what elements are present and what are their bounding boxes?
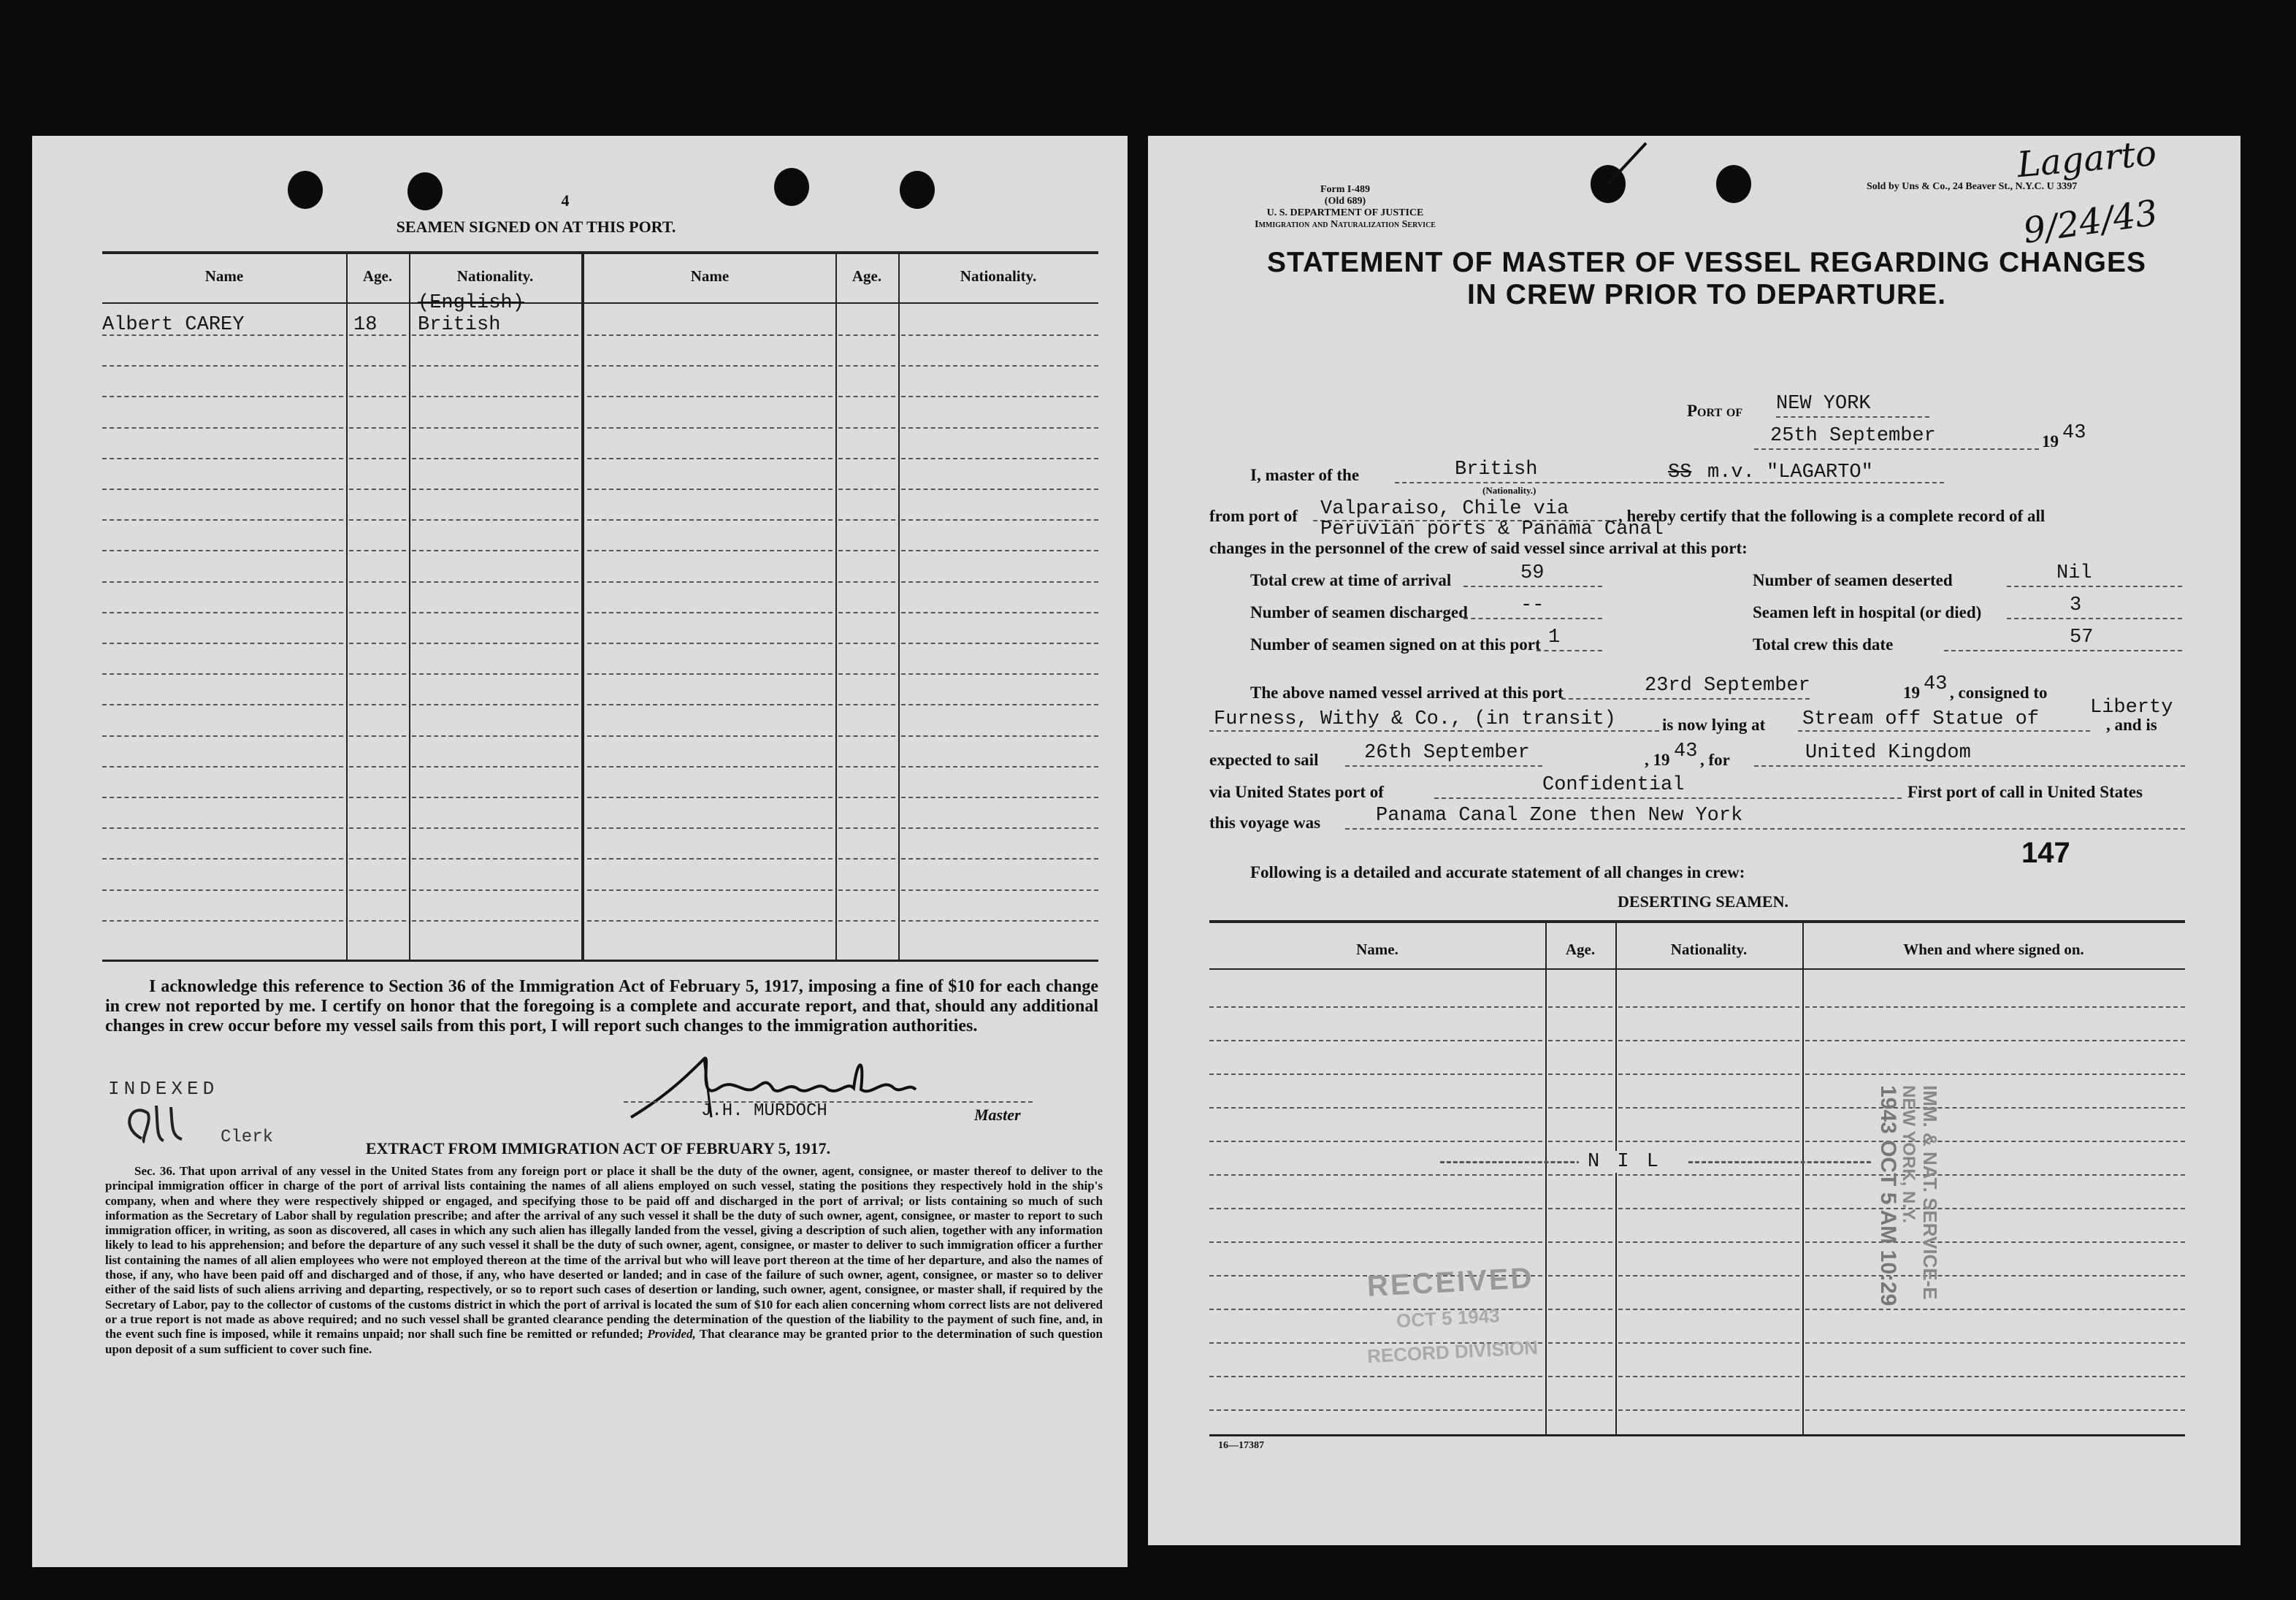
stat-total-arrival-value: 59 <box>1520 562 1545 584</box>
row-rule <box>838 519 895 521</box>
row-rule <box>838 427 895 429</box>
row-rule <box>349 334 406 336</box>
row-rule <box>901 489 1098 490</box>
row-rule <box>838 396 895 397</box>
row-rule <box>349 673 406 675</box>
row-rule <box>102 519 343 521</box>
stat-hospital-label: Seamen left in hospital (or died) <box>1753 603 1982 621</box>
row-rule <box>349 889 406 891</box>
lying-value: Stream off Statue of <box>1802 708 2040 730</box>
port-value: NEW YORK <box>1776 393 1871 415</box>
row-rule <box>901 519 1098 521</box>
row-rule <box>349 365 406 367</box>
seaman-age: 18 <box>353 314 378 336</box>
consigned-label: , consigned to <box>1950 684 2048 702</box>
form-title <box>1177 247 2236 311</box>
row-rule <box>838 673 895 675</box>
row-rule <box>838 581 895 583</box>
section-title: SEAMEN SIGNED ON AT THIS PORT. <box>396 218 676 236</box>
row-rule <box>412 797 578 798</box>
row-rule <box>1548 1107 1612 1109</box>
row-rule <box>1548 1006 1612 1008</box>
clerk-initials-signature <box>112 1098 237 1151</box>
stat-line <box>1944 650 2182 651</box>
row-rule <box>412 396 578 397</box>
stat-deserted-label: Number of seamen deserted <box>1753 571 1953 589</box>
row-rule <box>1548 1208 1612 1209</box>
master-label: Master <box>974 1106 1021 1124</box>
row-rule <box>1548 1376 1612 1377</box>
row-rule <box>587 581 833 583</box>
form-header <box>1206 184 1484 231</box>
deserting-header-rule <box>1209 968 2185 970</box>
stat-total-arrival-label: Total crew at time of arrival <box>1250 571 1452 589</box>
row-rule <box>901 889 1098 891</box>
expected-value: 26th September <box>1364 742 1530 764</box>
col-header-name: Name <box>690 267 730 285</box>
vessel-nationality: British <box>1455 459 1538 481</box>
row-rule <box>349 427 406 429</box>
row-rule <box>901 704 1098 705</box>
row-rule <box>1209 1376 1542 1377</box>
row-rule <box>587 735 833 737</box>
arrived-year-prefix: 19 <box>1903 684 1920 702</box>
destination-line <box>1754 765 2185 767</box>
row-rule <box>102 489 343 490</box>
row-rule <box>587 334 833 336</box>
punch-hole <box>407 172 443 210</box>
row-rule <box>412 334 578 336</box>
sold-by: Sold by Uns & Co., 24 Beaver St., N.Y.C. U 3397 <box>1867 181 2078 192</box>
row-rule <box>1548 1275 1612 1276</box>
row-rule <box>587 643 833 644</box>
row-rule <box>349 519 406 521</box>
arrived-line <box>1561 698 1810 700</box>
row-rule <box>102 920 343 922</box>
col-divider <box>346 251 348 960</box>
print-code: 16—17387 <box>1218 1440 1264 1451</box>
row-rule <box>102 889 343 891</box>
row-rule <box>1548 1040 1612 1041</box>
row-rule <box>1209 1107 1542 1109</box>
row-rule <box>838 797 895 798</box>
extract-title: EXTRACT FROM IMMIGRATION ACT OF FEBRUARY 5, 1917. <box>365 1139 831 1157</box>
row-rule <box>587 550 833 551</box>
row-rule <box>587 858 833 860</box>
indexed-stamp: INDEXED <box>108 1078 219 1100</box>
punch-hole <box>774 168 809 206</box>
row-rule <box>838 889 895 891</box>
row-rule <box>1805 1040 2185 1041</box>
stat-line <box>1463 618 1602 619</box>
master-typed-name: J.H. MURDOCH <box>701 1101 827 1121</box>
sec-end: That clearance may be granted prior to the determination of such question upon deposit of a sum sufficient to cover such fine. <box>105 1327 1103 1356</box>
col-divider <box>898 251 900 960</box>
row-rule <box>102 458 343 459</box>
destination-value: United Kingdom <box>1805 742 1971 764</box>
title-line-1: STATEMENT OF MASTER OF VESSEL REGARDING CHANGES <box>1266 247 2147 278</box>
row-rule <box>412 427 578 429</box>
row-rule <box>838 704 895 705</box>
row-rule <box>901 458 1098 459</box>
punch-hole <box>1716 165 1751 203</box>
row-rule <box>1805 1073 2185 1075</box>
punch-hole <box>900 171 935 209</box>
row-rule <box>587 797 833 798</box>
row-rule <box>102 673 343 675</box>
row-rule <box>587 519 833 521</box>
row-rule <box>587 489 833 490</box>
port-line <box>1776 416 1929 418</box>
ins-vertical-stamp <box>1754 1085 1941 1465</box>
row-rule <box>102 396 343 397</box>
arrived-value: 23rd September <box>1645 675 1810 697</box>
row-rule <box>412 766 578 768</box>
col-header-age: Age. <box>1565 941 1596 958</box>
received-stamp: RECEIVED <box>1366 1262 1535 1303</box>
col-header-when-where: When and where signed on. <box>1903 941 2084 958</box>
row-rule <box>838 550 895 551</box>
row-rule <box>412 458 578 459</box>
clerk-label: Clerk <box>221 1128 274 1147</box>
row-rule <box>412 519 578 521</box>
act-section-text <box>105 1164 1103 1357</box>
ins-stamp-line-2: IMM. & NAT. SERVICE-E <box>1919 1085 1941 1300</box>
row-rule <box>901 673 1098 675</box>
row-rule <box>901 427 1098 429</box>
row-rule <box>901 858 1098 860</box>
row-rule <box>901 797 1098 798</box>
row-rule <box>587 766 833 768</box>
stamp-number: 147 <box>2021 837 2070 869</box>
sec-provided: Provided, <box>647 1327 696 1341</box>
row-rule <box>838 489 895 490</box>
row-rule <box>901 550 1098 551</box>
row-rule <box>838 920 895 922</box>
row-rule <box>102 643 343 644</box>
row-rule <box>1548 1309 1612 1310</box>
for-label: , for <box>1700 751 1730 769</box>
row-rule <box>102 581 343 583</box>
row-rule <box>1209 1073 1542 1075</box>
handwritten-ship-name: Lagarto <box>2015 132 2159 186</box>
row-rule <box>587 365 833 367</box>
row-rule <box>1209 1174 1542 1176</box>
first-port-label: First port of call in United States <box>1907 783 2143 801</box>
received-division: RECORD DIVISION <box>1366 1336 1539 1368</box>
form-old-number: (Old 689) <box>1324 196 1366 207</box>
stat-deserted-value: Nil <box>2056 562 2092 584</box>
stat-total-date-label: Total crew this date <box>1753 635 1894 654</box>
from-port-line-2: Peruvian ports & Panama Canal <box>1320 518 1664 540</box>
row-rule <box>901 920 1098 922</box>
master-of-label: I, master of the <box>1250 466 1360 484</box>
row-rule <box>349 704 406 705</box>
following-label: Following is a detailed and accurate statement of all changes in crew: <box>1250 863 1745 881</box>
date-line <box>1754 448 2039 450</box>
row-rule <box>102 858 343 860</box>
consignee-line <box>1209 730 1659 732</box>
row-rule <box>838 612 895 613</box>
row-rule <box>349 858 406 860</box>
row-rule <box>412 673 578 675</box>
row-rule <box>838 334 895 336</box>
row-rule <box>901 766 1098 768</box>
stat-line <box>1463 586 1602 587</box>
certify-text: , hereby certify that the following is a complete record of all <box>1618 507 2046 525</box>
row-rule <box>349 612 406 613</box>
col-divider <box>409 251 410 960</box>
page-number: 4 <box>561 191 570 210</box>
row-rule <box>349 581 406 583</box>
via-value: Confidential <box>1542 774 1685 796</box>
department: U. S. DEPARTMENT OF JUSTICE <box>1266 207 1424 218</box>
row-rule <box>587 889 833 891</box>
received-date: OCT 5 1943 <box>1396 1304 1501 1332</box>
vessel-type-struck: SS <box>1668 462 1692 483</box>
row-rule <box>349 735 406 737</box>
row-rule <box>587 920 833 922</box>
row-rule <box>412 612 578 613</box>
col-header-nationality: Nationality. <box>960 267 1037 285</box>
stat-discharged-value: -- <box>1520 594 1545 616</box>
row-rule <box>901 827 1098 829</box>
handwritten-date: 9/24/43 <box>2021 192 2161 252</box>
row-rule <box>412 704 578 705</box>
vessel-name: m.v. "LAGARTO" <box>1707 462 1873 483</box>
row-rule <box>1548 1141 1612 1142</box>
via-line <box>1434 797 1902 799</box>
row-rule <box>587 612 833 613</box>
master-signature-line <box>624 1101 1033 1103</box>
row-rule <box>412 643 578 644</box>
check-mark <box>1601 140 1652 191</box>
stat-signed-on-value: 1 <box>1548 627 1561 648</box>
row-rule <box>102 704 343 705</box>
row-rule <box>1618 1006 1799 1008</box>
row-rule <box>587 396 833 397</box>
row-rule <box>412 858 578 860</box>
row-rule <box>349 920 406 922</box>
stat-hospital-value: 3 <box>2070 594 2082 616</box>
vessel-line <box>1659 482 1944 483</box>
row-rule <box>1618 1073 1799 1075</box>
row-rule <box>102 735 343 737</box>
row-rule <box>838 858 895 860</box>
col-header-name: Name <box>204 267 244 285</box>
expected-year-prefix: , 19 <box>1645 751 1670 769</box>
sec-text: That upon arrival of any vessel in the United States from any foreign port or place it shall be the duty of the owner, agent, consignee, or master thereof to deliver to the principal immigration officer in charge of the port of arrival lists containing the names of all aliens employed on such vessel, stating the positions they respectively hold in the ship's company, when and where they were respectively shipped or engaged, and specifying those to be paid off and discharged in the port of arrival; or lists containing so much of such information as the Secretary of Labor shall by regulation prescribe; and after the arrival of any such vessel it shall be the duty of such owner, agent, consignee, or master to report to such immigration officer, in writing, as soon as discovered, all cases in which any such alien has illegally landed from the vessel, giving a description of such alien, together with any information likely to lead to his apprehension; and before the departure of any such vessel it shall be the duty of such owner, agent, consignee, or master to deliver to such immigration officer a further list containing the names of all alien employees who were not employed thereon at the time of the arrival but who will leave port thereon at the time of her departure, and also the names of those, if any, who have been paid off and discharged and of those, if any, who have deserted or landed; and in case of the failure of such owner, agent, consignee, or master so to deliver either of the said lists of such aliens arriving and departing, respectively, or so to report such cases of desertion or landing, such owner, agent, consignee, or master shall, if required by the Secretary of Labor, pay to the collector of customs of the customs district in which the port of arrival is located the sum of $10 for each alien concerning whom correct lists are not delivered or a true report is not made as above required; and no such vessel shall be granted clearance pending the determination of the question of the liability to the payment of such fine, and, in the event such fine is imposed, while it remains unpaid; nor shall such fine be remitted or refunded; <box>105 1164 1103 1341</box>
arrived-year: 43 <box>1924 673 1948 695</box>
row-rule <box>838 458 895 459</box>
nationality-line <box>1395 482 1658 483</box>
row-rule <box>587 704 833 705</box>
row-rule <box>102 797 343 798</box>
row-rule <box>1548 1342 1612 1344</box>
right-page <box>1148 132 2240 1545</box>
nationality-caption: (Nationality.) <box>1482 485 1537 496</box>
row-rule <box>349 396 406 397</box>
stat-signed-on-label: Number of seamen signed on at this port <box>1250 635 1541 654</box>
row-rule <box>1209 1006 1542 1008</box>
row-rule <box>901 643 1098 644</box>
col-divider <box>1545 920 1547 1434</box>
date-value: 25th September <box>1770 425 1936 447</box>
row-rule <box>102 334 343 336</box>
row-rule <box>838 643 895 644</box>
lying-label: is now lying at <box>1662 716 1766 734</box>
row-rule <box>1209 1241 1542 1243</box>
via-label: via United States port of <box>1209 783 1384 801</box>
row-rule <box>1548 1174 1612 1176</box>
row-rule <box>102 612 343 613</box>
from-port-line-1: Valparaiso, Chile via <box>1320 498 1569 520</box>
stat-total-date-value: 57 <box>2070 627 2094 648</box>
seaman-nationality: British <box>418 314 501 336</box>
row-rule <box>412 365 578 367</box>
col-divider <box>835 251 837 960</box>
table-bottom-rule <box>102 960 1098 962</box>
seaman-name: Albert CAREY <box>102 314 245 336</box>
lying-value-continued: Liberty <box>2090 697 2173 719</box>
row-rule <box>412 581 578 583</box>
row-rule <box>1548 1073 1612 1075</box>
row-rule <box>412 735 578 737</box>
row-rule <box>412 827 578 829</box>
expected-label: expected to sail <box>1209 751 1319 769</box>
deserting-title: DESERTING SEAMEN. <box>1618 892 1788 911</box>
row-rule <box>349 827 406 829</box>
row-rule <box>1805 1006 2185 1008</box>
seaman-nationality-struck: (English) <box>418 292 524 314</box>
voyage-label: this voyage was <box>1209 814 1321 832</box>
col-header-nationality: Nationality. <box>456 267 534 285</box>
col-header-age: Age. <box>852 267 882 285</box>
expected-year: 43 <box>1674 740 1698 762</box>
row-rule <box>102 365 343 367</box>
acknowledgement-text: I acknowledge this reference to Section 36 of the Immigration Act of February 5, 1917, imposing a fine of $10 for each change in crew not reported by me. I certify on honor that the foregoing is a complete and accurate report, and that, should any additional changes in crew occur before my vessel sails from this port, I will report such changes to the immigration authorities. <box>105 977 1098 1036</box>
row-rule <box>901 612 1098 613</box>
row-rule <box>587 827 833 829</box>
stat-discharged-label: Number of seamen discharged <box>1250 603 1468 621</box>
left-page <box>32 136 1128 1567</box>
row-rule <box>901 396 1098 397</box>
title-line-2: IN CREW PRIOR TO DEPARTURE. <box>1466 279 1947 310</box>
table-header-rule <box>102 302 1098 304</box>
ins-stamp-line-3: NEW YORK, N.Y. <box>1899 1085 1918 1223</box>
row-rule <box>349 797 406 798</box>
punch-hole <box>288 171 323 209</box>
row-rule <box>838 365 895 367</box>
row-rule <box>587 673 833 675</box>
consignee-value: Furness, Withy & Co., (in transit) <box>1214 708 1616 730</box>
row-rule <box>1618 1040 1799 1041</box>
row-rule <box>1209 1040 1542 1041</box>
deserting-bottom-rule <box>1209 1434 2185 1436</box>
row-rule <box>838 766 895 768</box>
row-rule <box>901 365 1098 367</box>
col-header-age: Age. <box>362 267 393 285</box>
row-rule <box>901 735 1098 737</box>
year-prefix: 19 <box>2042 432 2059 451</box>
col-divider-center <box>581 251 584 960</box>
arrived-label: The above named vessel arrived at this port <box>1250 684 1564 702</box>
row-rule <box>587 427 833 429</box>
row-rule <box>349 550 406 551</box>
row-rule <box>412 889 578 891</box>
port-label: Port of <box>1687 402 1743 420</box>
row-rule <box>349 643 406 644</box>
row-rule <box>102 550 343 551</box>
ins-stamp-line-1: 1943 OCT 5 AM 10:29 <box>1876 1085 1900 1306</box>
row-rule <box>1209 1409 1542 1411</box>
stat-line <box>2007 586 2182 587</box>
row-rule <box>587 458 833 459</box>
stat-line <box>1537 650 1602 651</box>
stat-line <box>2007 618 2182 619</box>
row-rule <box>1548 1409 1612 1411</box>
row-rule <box>412 550 578 551</box>
expected-line <box>1345 765 1542 767</box>
voyage-line <box>1345 828 2185 830</box>
lying-line <box>1798 730 2090 732</box>
row-rule <box>1548 1241 1612 1243</box>
row-rule <box>412 920 578 922</box>
col-divider <box>1615 920 1617 1434</box>
col-header-name: Name. <box>1356 941 1398 958</box>
row-rule <box>349 489 406 490</box>
service: Immigration and Naturalization Service <box>1255 219 1436 230</box>
row-rule <box>901 334 1098 336</box>
row-rule <box>838 735 895 737</box>
and-is-label: , and is <box>2106 716 2157 734</box>
row-rule <box>1209 1208 1542 1209</box>
row-rule <box>838 827 895 829</box>
row-rule <box>102 766 343 768</box>
from-port-label: from port of <box>1209 507 1298 525</box>
table-top-rule <box>102 251 1098 254</box>
row-rule <box>349 766 406 768</box>
voyage-value: Panama Canal Zone then New York <box>1376 805 1743 827</box>
year-value: 43 <box>2062 422 2086 444</box>
row-rule <box>1209 1141 1542 1142</box>
row-rule <box>102 427 343 429</box>
changes-text: changes in the personnel of the crew of said vessel since arrival at this port: <box>1209 539 1748 557</box>
row-rule <box>412 489 578 490</box>
col-header-nationality: Nationality. <box>1670 941 1748 958</box>
nil-entry: N I L <box>1579 1151 1670 1173</box>
row-rule <box>349 458 406 459</box>
deserting-top-rule <box>1209 920 2185 923</box>
row-rule <box>901 581 1098 583</box>
sec-label: Sec. 36. <box>134 1164 176 1178</box>
form-number: Form I-489 <box>1320 184 1371 195</box>
row-rule <box>102 827 343 829</box>
